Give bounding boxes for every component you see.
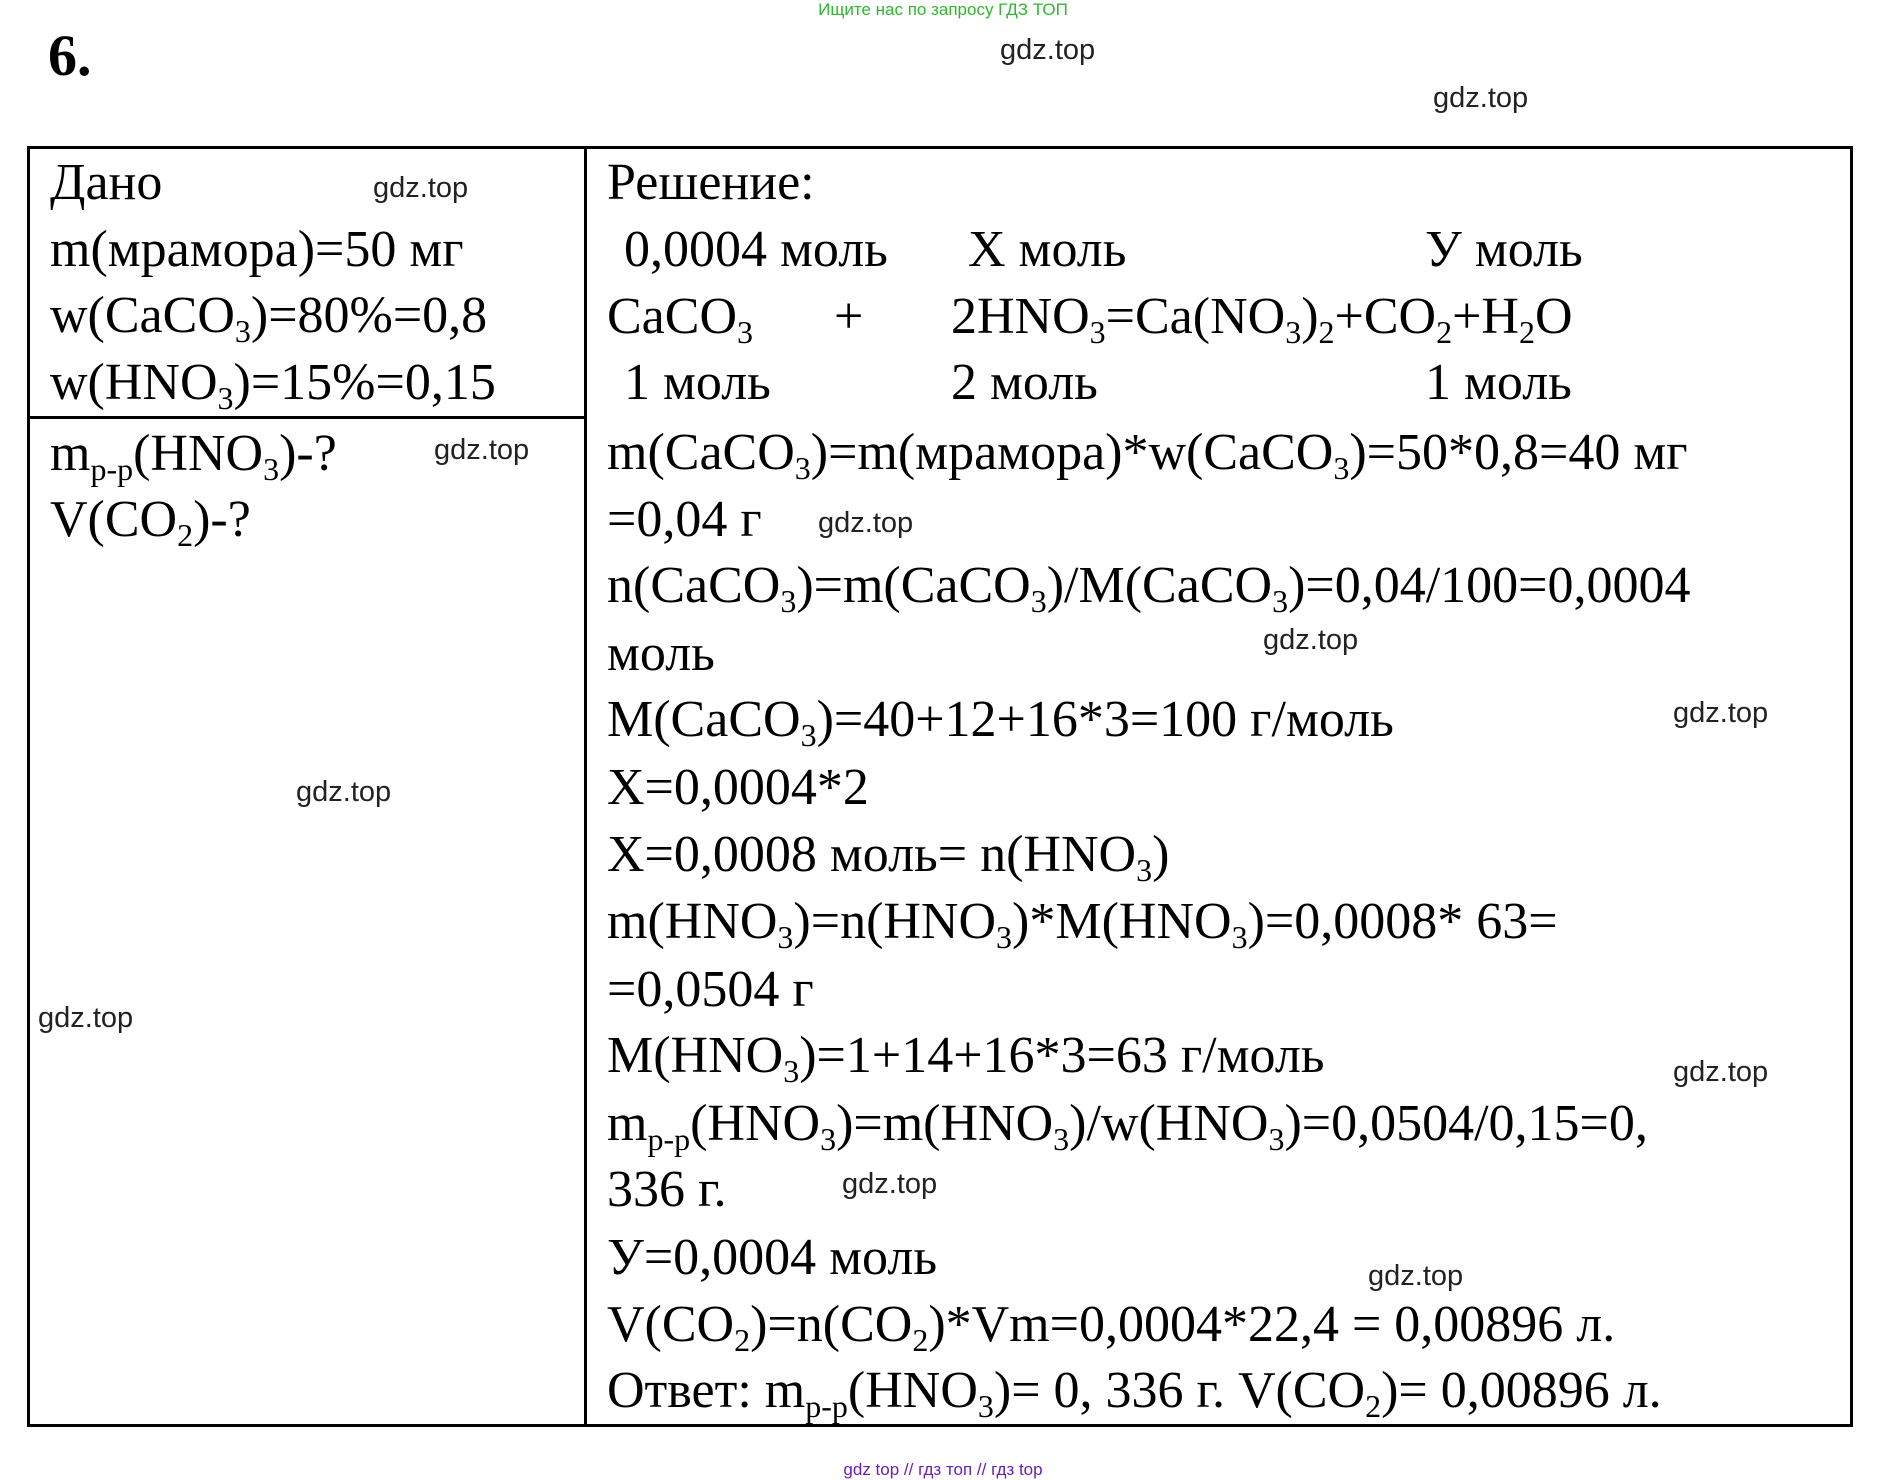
watermark: gdz.top [1673,1056,1769,1088]
watermark: gdz.top [38,1002,134,1034]
reaction-plus: + [834,288,864,345]
solution-line: n(CaCO$_3$)=m(CaCO$_3$)/M(CaCO$_3$)=0,04/100=0,0004 [607,557,1691,619]
problem-number: 6. [48,23,92,88]
solution-line: $M(HNO_3)=1+14+16*3=63$ г/моль [607,1027,1325,1089]
given-caco3-fraction: w(CaCO$_3$)=80%=0,8 [50,287,488,349]
given-find-divider [27,416,586,419]
find-co2-volume: $V(CO_2)-$? [50,491,251,553]
watermark: gdz.top [1000,34,1096,66]
coef-caco3: 1 моль [624,354,771,411]
find-solution-mass: $m_{р-р}(HNO_3)-$? [50,425,337,487]
watermark: gdz.top [1368,1260,1464,1292]
reaction-equation: $2HNO_3=Ca(NO_3)_2+CO_2+H_2O$ [951,288,1573,350]
solution-line: =0,0504 г [607,961,814,1018]
given-hno3-fraction: $w(HNO_3)=15\%=0,15$ [50,354,496,416]
watermark: gdz.top [842,1168,938,1200]
solution-line: моль [607,625,715,682]
solution-line: =0,04 г [607,491,762,548]
solution-line: M(CaCO$_3$)=40+12+16*3=100 г/моль [607,691,1394,753]
solution-line: $m(HNO_3)=n(HNO_3)*M(HNO_3)=0,0008*$ 63= [607,893,1558,955]
reaction-reactant-caco3: CaCO$_3$ [607,288,753,350]
given-marble-mass: m(мрамора)=50 мг [50,221,464,278]
solution-header: Решение: [607,154,815,211]
watermark: gdz.top [434,434,530,466]
solution-line: $V(CO_2)=n(CO_2)*Vm=0,0004*22,4 = 0,00896$ л. [607,1296,1616,1358]
watermark: gdz.top [1673,697,1769,729]
coef-co2: 1 моль [1425,354,1572,411]
solution-line: X=0,0008 моль= $n(HNO_3)$ [607,826,1170,888]
given-header: Дано [50,154,163,211]
watermark: gdz.top [1433,82,1529,114]
search-banner[interactable]: Ищите нас по запросу ГДЗ ТОП [818,0,1068,19]
solution-line: m(CaCO$_3$)=m(мрамора)*w(CaCO$_3$)=50*0,8=40 мг [607,424,1688,486]
watermark: gdz.top [296,776,392,808]
solution-line: 336 г. [607,1161,727,1218]
coef-hno3: 2 моль [951,354,1098,411]
moles-caco3: 0,0004 моль [624,221,888,278]
moles-y: У моль [1425,221,1583,278]
column-divider [584,146,587,1427]
solution-line: X=0,0004*2 [607,759,869,816]
watermark: gdz.top [373,172,469,204]
answer-line: Ответ: $m_{р-р}(HNO_3)= 0$, 336 г. $V(CO_2)= 0,00896$ л. [607,1362,1662,1424]
watermark: gdz.top [1263,624,1359,656]
solution-line: У=0,0004 моль [607,1229,938,1286]
footer-links[interactable]: gdz top // гдз топ // гдз top [843,1460,1043,1479]
solution-line: $m_{р-р}(HNO_3)=m(HNO_3)/w(HNO_3)=0,0504/0,15=0$, [607,1095,1648,1157]
watermark: gdz.top [818,507,914,539]
moles-x: Х моль [968,221,1127,278]
